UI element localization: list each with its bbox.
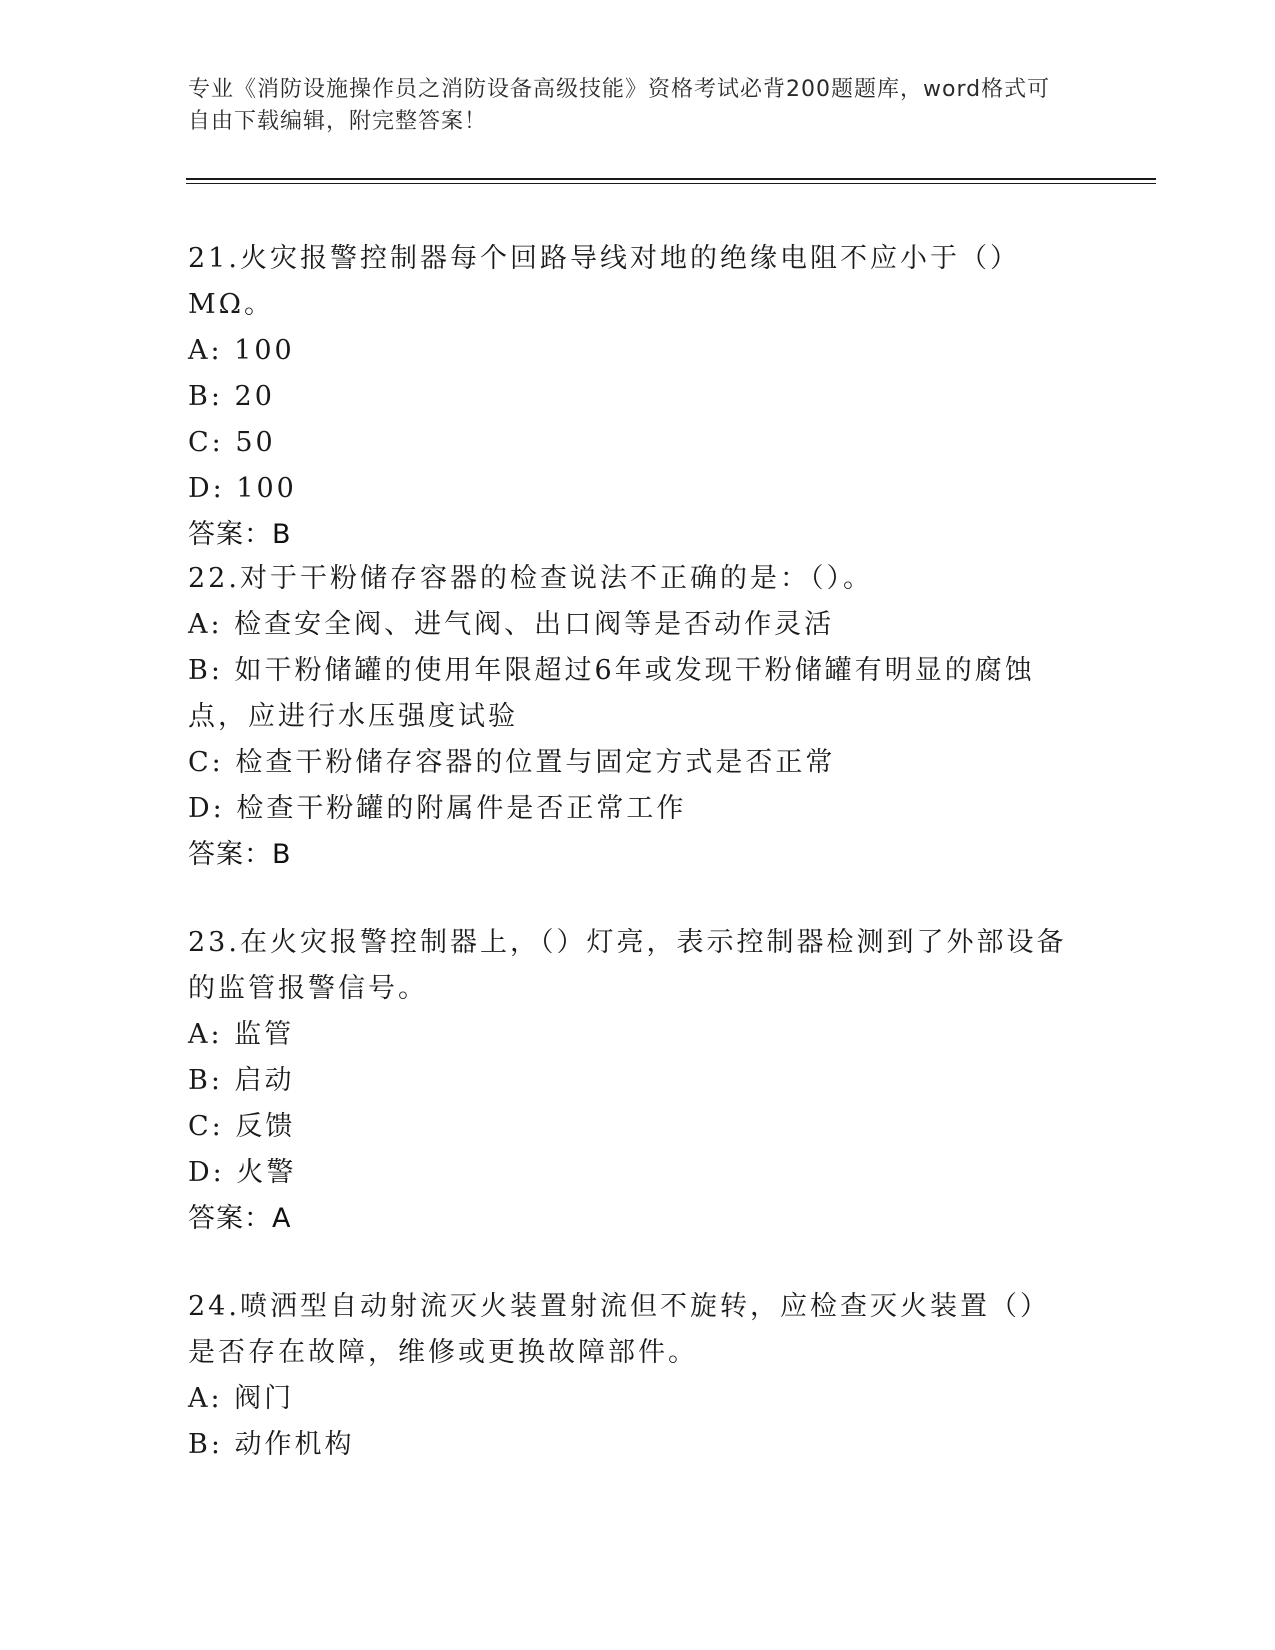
option-d: D: 100: [188, 473, 297, 504]
option-c: C: 50: [188, 427, 276, 458]
header-divider: [186, 178, 1156, 180]
answer-label: 答案：B: [188, 519, 292, 550]
option-d: D: 火警: [188, 1157, 297, 1188]
question-stem: 24.喷洒型自动射流灭火装置射流但不旋转，应检查灭火装置（）是否存在故障，维修或更换故障部件。: [188, 1291, 1050, 1368]
option-b: B: 如干粉储罐的使用年限超过6年或发现干粉储罐有明显的腐蚀点，应进行水压强度试验: [188, 655, 1035, 732]
question-24: [188, 1284, 1088, 1468]
document-header: 专业《消防设施操作员之消防设备高级技能》资格考试必背200题题库，word格式可自由下载编辑，附完整答案！: [188, 77, 1051, 134]
option-b: B: 动作机构: [188, 1429, 355, 1460]
answer-label: 答案：B: [188, 839, 292, 870]
question-stem: 22.对于干粉储存容器的检查说法不正确的是：（）。: [188, 563, 873, 594]
option-a: A: 100: [188, 335, 295, 366]
option-d: D: 检查干粉罐的附属件是否正常工作: [188, 793, 687, 824]
option-b: B: 20: [188, 381, 275, 412]
header-divider-thin: [186, 183, 1156, 184]
option-a: A: 检查安全阀、进气阀、出口阀等是否动作灵活: [188, 609, 835, 640]
option-a: A: 阀门: [188, 1383, 295, 1414]
question-22: [188, 556, 1088, 878]
option-c: C: 反馈: [188, 1111, 296, 1142]
option-a: A: 监管: [188, 1019, 295, 1050]
question-21: [188, 236, 1088, 558]
question-stem: 23.在火灾报警控制器上，（）灯亮，表示控制器检测到了外部设备的监管报警信号。: [188, 927, 1067, 1004]
question-23: [188, 920, 1088, 1242]
answer-label: 答案：A: [188, 1203, 292, 1234]
option-c: C: 检查干粉储存容器的位置与固定方式是否正常: [188, 747, 836, 778]
question-stem: 21.火灾报警控制器每个回路导线对地的绝缘电阻不应小于（）MΩ。: [188, 243, 1020, 320]
option-b: B: 启动: [188, 1065, 295, 1096]
